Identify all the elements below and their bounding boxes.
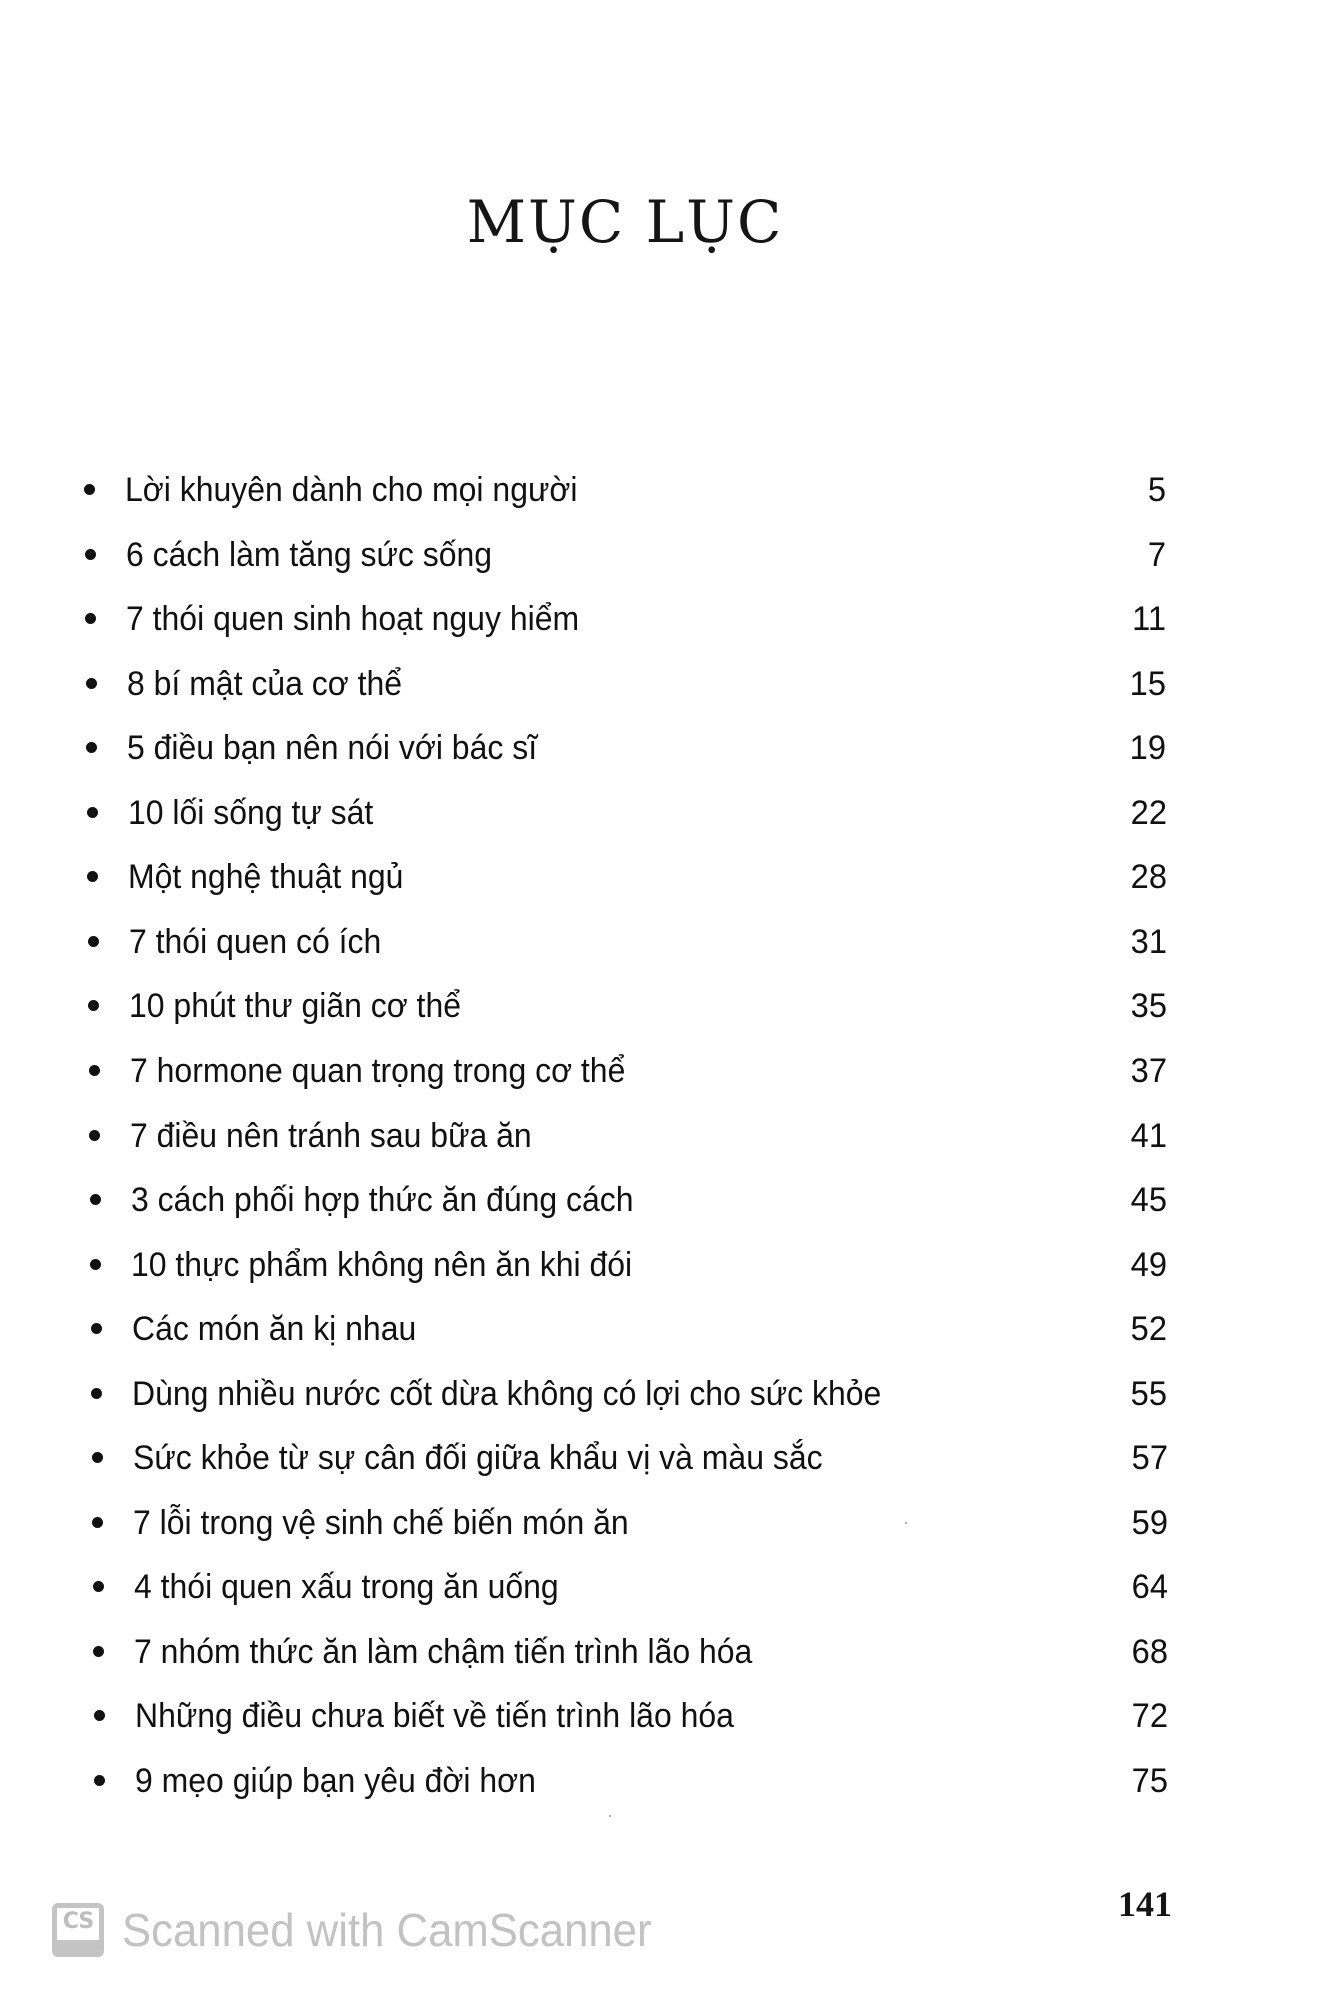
toc-entry-title: Các món ăn kị nhau <box>131 1310 416 1349</box>
toc-entry-title: 8 bí mật của cơ thể <box>126 664 402 703</box>
camscanner-logo-text: CS <box>62 1909 94 1934</box>
toc-entry-title: 7 hormone quan trọng trong cơ thể <box>129 1051 625 1090</box>
toc-entry-title: 10 thực phẩm không nên ăn khi đói <box>131 1245 633 1284</box>
toc-entry-page: 45 <box>1130 1181 1168 1220</box>
toc-entry <box>94 1691 1168 1741</box>
toc-entry <box>89 1046 1167 1096</box>
toc-entry-title: Một nghệ thuật ngủ <box>128 858 404 897</box>
toc-entry-page: 19 <box>1130 729 1167 768</box>
toc-entry <box>93 1627 1168 1677</box>
toc-entry <box>88 981 1167 1031</box>
bullet-icon <box>88 936 99 947</box>
scan-speck <box>905 1522 907 1524</box>
toc-entry <box>85 530 1167 580</box>
toc-entry-page: 28 <box>1130 858 1167 897</box>
bullet-icon <box>87 807 98 818</box>
bullet-icon <box>85 613 96 624</box>
toc-entry-title: 7 lỗi trong vệ sinh chế biến món ăn <box>133 1503 629 1542</box>
bullet-icon <box>91 1388 102 1399</box>
toc-entry-page: 57 <box>1131 1439 1168 1478</box>
toc-entry-page: 75 <box>1131 1762 1168 1800</box>
toc-entry-page: 11 <box>1132 600 1167 639</box>
toc-entry-title: 6 cách làm tăng sức sống <box>125 535 492 574</box>
camscanner-watermark <box>52 1904 679 1956</box>
toc-entry-page: 37 <box>1130 1051 1167 1090</box>
bullet-icon <box>86 742 97 753</box>
bullet-icon <box>86 678 97 689</box>
bullet-icon <box>87 871 98 882</box>
toc-entry-page: 64 <box>1131 1568 1168 1607</box>
toc-entry-page: 49 <box>1130 1245 1168 1284</box>
bullet-icon <box>93 1646 104 1657</box>
toc-entry-title: Dùng nhiều nước cốt dừa không có lợi cho sức khỏe <box>132 1374 882 1413</box>
toc-entry-page: 59 <box>1131 1503 1168 1542</box>
toc-entry-page: 68 <box>1131 1632 1168 1671</box>
logo-bar <box>57 1940 99 1952</box>
toc-entry-title: Sức khỏe từ sự cân đối giữa khẩu vị và màu sắc <box>132 1439 823 1478</box>
toc-entry-title: 4 thói quen xấu trong ăn uống <box>133 1568 559 1607</box>
toc-entry-title: 7 điều nên tránh sau bữa ăn <box>130 1116 532 1155</box>
camscanner-logo-icon <box>52 1903 104 1957</box>
bullet-icon <box>94 1775 105 1786</box>
bullet-icon <box>92 1452 103 1463</box>
toc-entry-page: 15 <box>1129 664 1167 703</box>
toc-entry-title: Những điều chưa biết về tiến trình lão hóa <box>134 1697 734 1736</box>
bullet-icon <box>90 1259 101 1270</box>
toc-entry <box>89 1111 1167 1161</box>
bullet-icon <box>84 484 95 495</box>
toc-entry-title: Lời khuyên dành cho mọi người <box>125 471 578 509</box>
bullet-icon <box>85 549 96 560</box>
toc-entry-page: 35 <box>1130 987 1167 1026</box>
page-number: 141 <box>1118 1884 1172 1924</box>
toc-entry-title: 3 cách phối hợp thức ăn đúng cách <box>130 1181 634 1220</box>
toc-entry-title: 7 nhóm thức ăn làm chậm tiến trình lão hóa <box>134 1632 753 1671</box>
toc-entry-page: 55 <box>1131 1374 1168 1413</box>
toc-entry <box>87 788 1167 838</box>
toc-entry-title: 5 điều bạn nên nói với bác sĩ <box>127 729 538 768</box>
toc-entry <box>91 1369 1167 1419</box>
toc-entry <box>86 723 1166 773</box>
toc-entry-page: 7 <box>1147 535 1167 574</box>
toc-entry-page: 22 <box>1130 793 1167 832</box>
toc-entry <box>90 1175 1168 1225</box>
watermark-text: Scanned with CamScanner <box>122 1904 652 1956</box>
toc-entry <box>86 659 1167 709</box>
bullet-icon <box>91 1323 102 1334</box>
toc-entry-title: 7 thói quen có ích <box>128 922 381 961</box>
bullet-icon <box>89 1130 100 1141</box>
toc-entry-page: 52 <box>1130 1310 1168 1349</box>
toc-entry-page: 5 <box>1147 471 1166 509</box>
toc-entry <box>92 1433 1168 1483</box>
toc-entry-page: 72 <box>1131 1697 1168 1736</box>
toc-entry-page: 41 <box>1130 1116 1167 1155</box>
toc-entry-title: 10 lối sống tự sát <box>127 793 373 832</box>
bullet-icon <box>92 1517 103 1528</box>
toc-entry <box>90 1240 1167 1290</box>
toc-entry <box>85 594 1166 644</box>
toc-entry <box>91 1304 1168 1354</box>
page-title: MỤC LỤC <box>466 188 784 256</box>
toc-entry <box>88 917 1167 967</box>
toc-entry-page: 31 <box>1130 922 1167 961</box>
bullet-icon <box>89 1065 100 1076</box>
bullet-icon <box>94 1710 105 1721</box>
toc-entry-title: 9 mẹo giúp bạn yêu đời hơn <box>135 1762 536 1800</box>
bullet-icon <box>90 1194 101 1205</box>
toc-entry <box>87 852 1167 902</box>
bullet-icon <box>93 1581 104 1592</box>
toc-entry <box>93 1562 1168 1612</box>
toc-entry <box>84 465 1166 515</box>
scan-speck <box>609 1815 611 1817</box>
bullet-icon <box>88 1000 99 1011</box>
toc-entry-title: 10 phút thư giãn cơ thể <box>129 987 461 1026</box>
toc-entry-title: 7 thói quen sinh hoạt nguy hiểm <box>126 600 580 639</box>
toc-entry <box>92 1498 1168 1548</box>
toc-entry <box>94 1756 1168 1806</box>
